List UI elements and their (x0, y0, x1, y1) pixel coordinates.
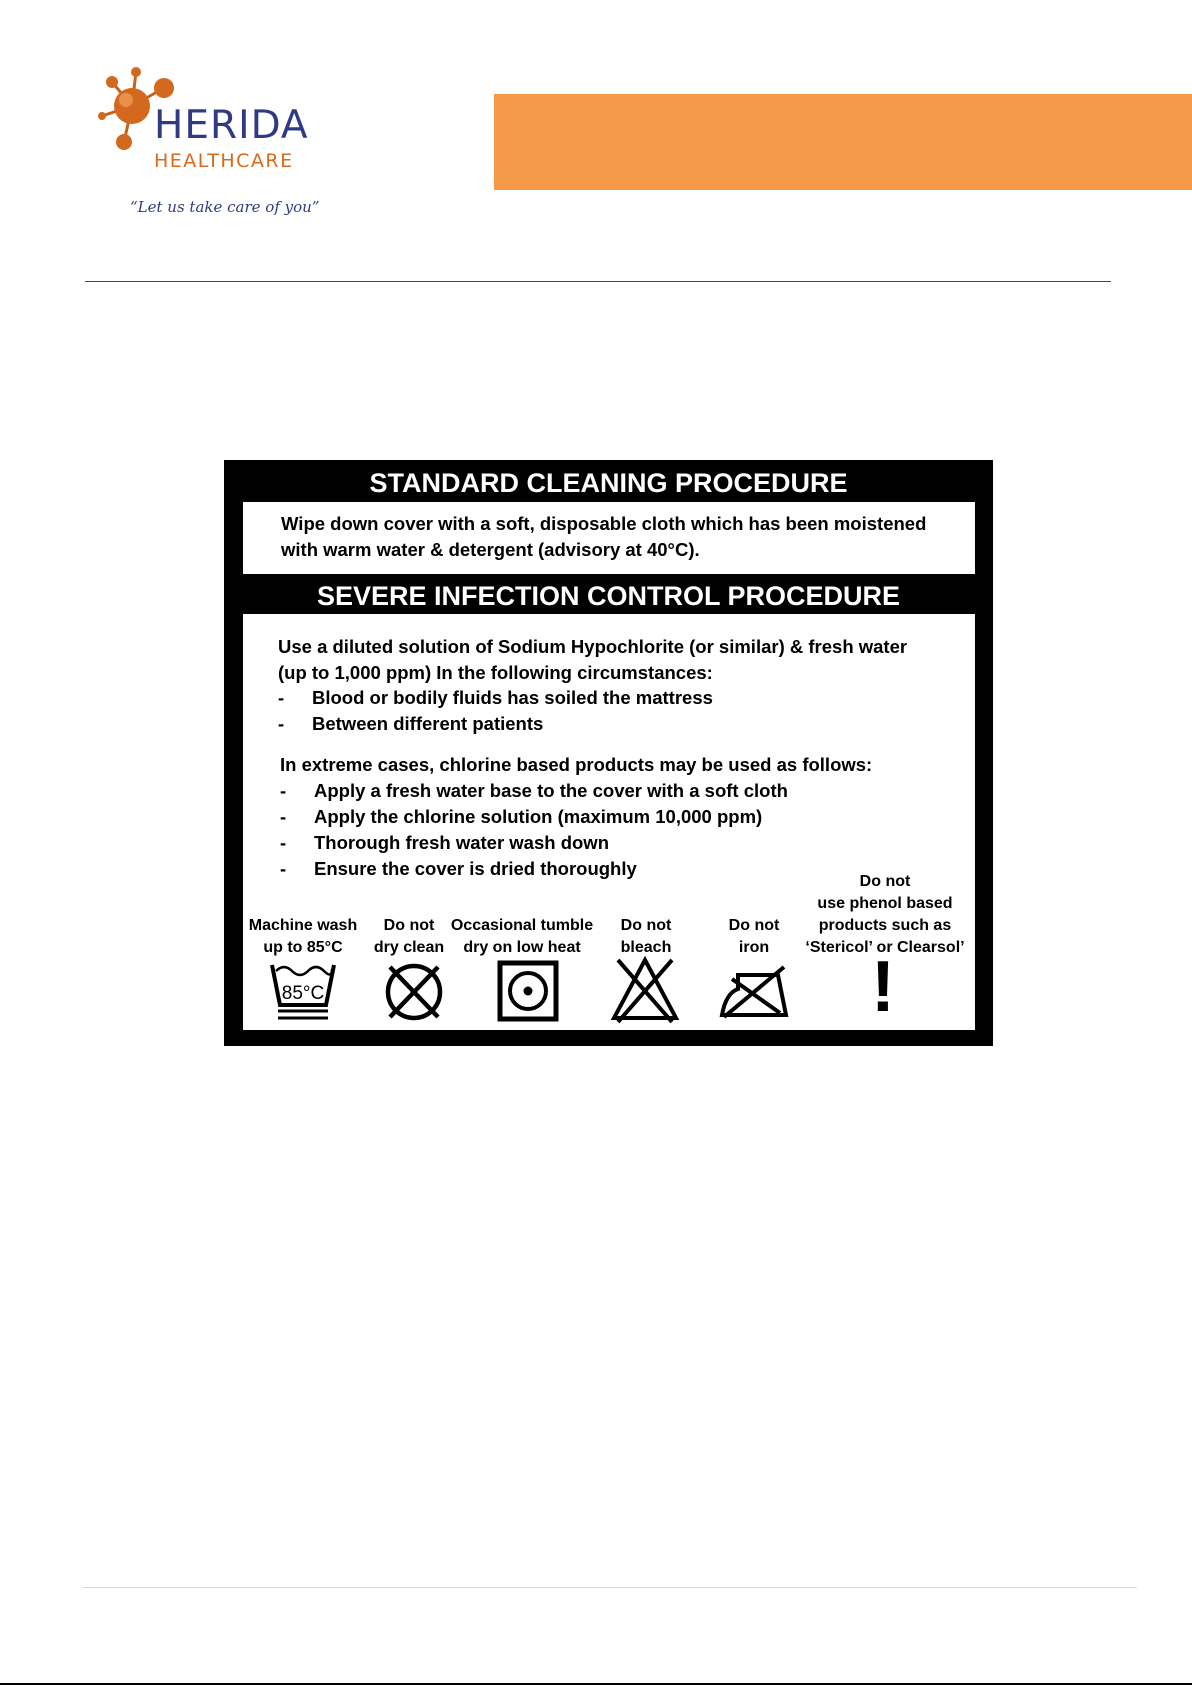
exclamation-icon: ! (871, 947, 895, 1027)
standard-heading: STANDARD CLEANING PROCEDURE (369, 468, 848, 498)
standard-line-2: with warm water & detergent (advisory at 40°C). (281, 539, 700, 560)
brand-name: HERIDA (154, 103, 309, 148)
extreme-intro: In extreme cases, chlorine based products may be used as follows: (280, 754, 873, 775)
tumble-dry-low-icon (497, 960, 559, 1022)
standard-line-1: Wipe down cover with a soft, disposable cloth which has been moistened (281, 513, 927, 534)
herida-logo (94, 62, 354, 222)
wash-temperature: 85°C (281, 983, 325, 1004)
brand-tagline: “Let us take care of you” (130, 198, 320, 216)
care-label-tumble-dry: Occasional tumble dry on low heat (450, 917, 594, 956)
severe-box: Use a diluted solution of Sodium Hypochlorite (or similar) & fresh water (up to 1,000 ppm) In the following circumstances: - Blood or bodily fluids has soiled the mattress - Between different patients In extreme cases, chlorine based products may be used as follows: - Apply a fresh water base to the cover with a soft cloth - Apply the chlorine solution (maximum 10,000 ppm) - Thorough fresh water wash down - Ensure the cover is dried thoroughly Machine wash up to 85°C Do not dry clean Occasional tumble dry on low heat Do not bleach Do not iron Do not use phenol based products such as ‘Stericol’ or Clearsol’ 85°C ! (243, 614, 975, 1030)
severe-heading: SEVERE INFECTION CONTROL PROCEDURE (316, 581, 901, 611)
standard-box (243, 502, 975, 574)
care-label-no-bleach: Do not bleach (620, 917, 672, 956)
header-banner (494, 94, 1192, 190)
care-label-panel (224, 460, 993, 1046)
wash-85-icon (268, 959, 338, 1025)
no-dry-clean-icon (378, 961, 450, 1023)
brand-subtitle: HEALTHCARE (154, 150, 294, 172)
care-label-no-iron: Do not iron (728, 917, 780, 956)
no-iron-icon (718, 959, 790, 1023)
care-label-no-dry-clean: Do not dry clean (373, 917, 445, 956)
care-label-no-phenol: Do not use phenol based products such as ‘Stericol’ or Clearsol’ (805, 873, 965, 956)
footer-divider (82, 1587, 1137, 1588)
care-label-machine-wash: Machine wash up to 85°C (248, 917, 358, 956)
severe-intro-2: (up to 1,000 ppm) In the following circumstances: (278, 662, 713, 683)
severe-intro-1: Use a diluted solution of Sodium Hypochlorite (or similar) & fresh water (278, 636, 908, 657)
header-divider (85, 281, 1111, 282)
no-bleach-icon (610, 956, 680, 1024)
